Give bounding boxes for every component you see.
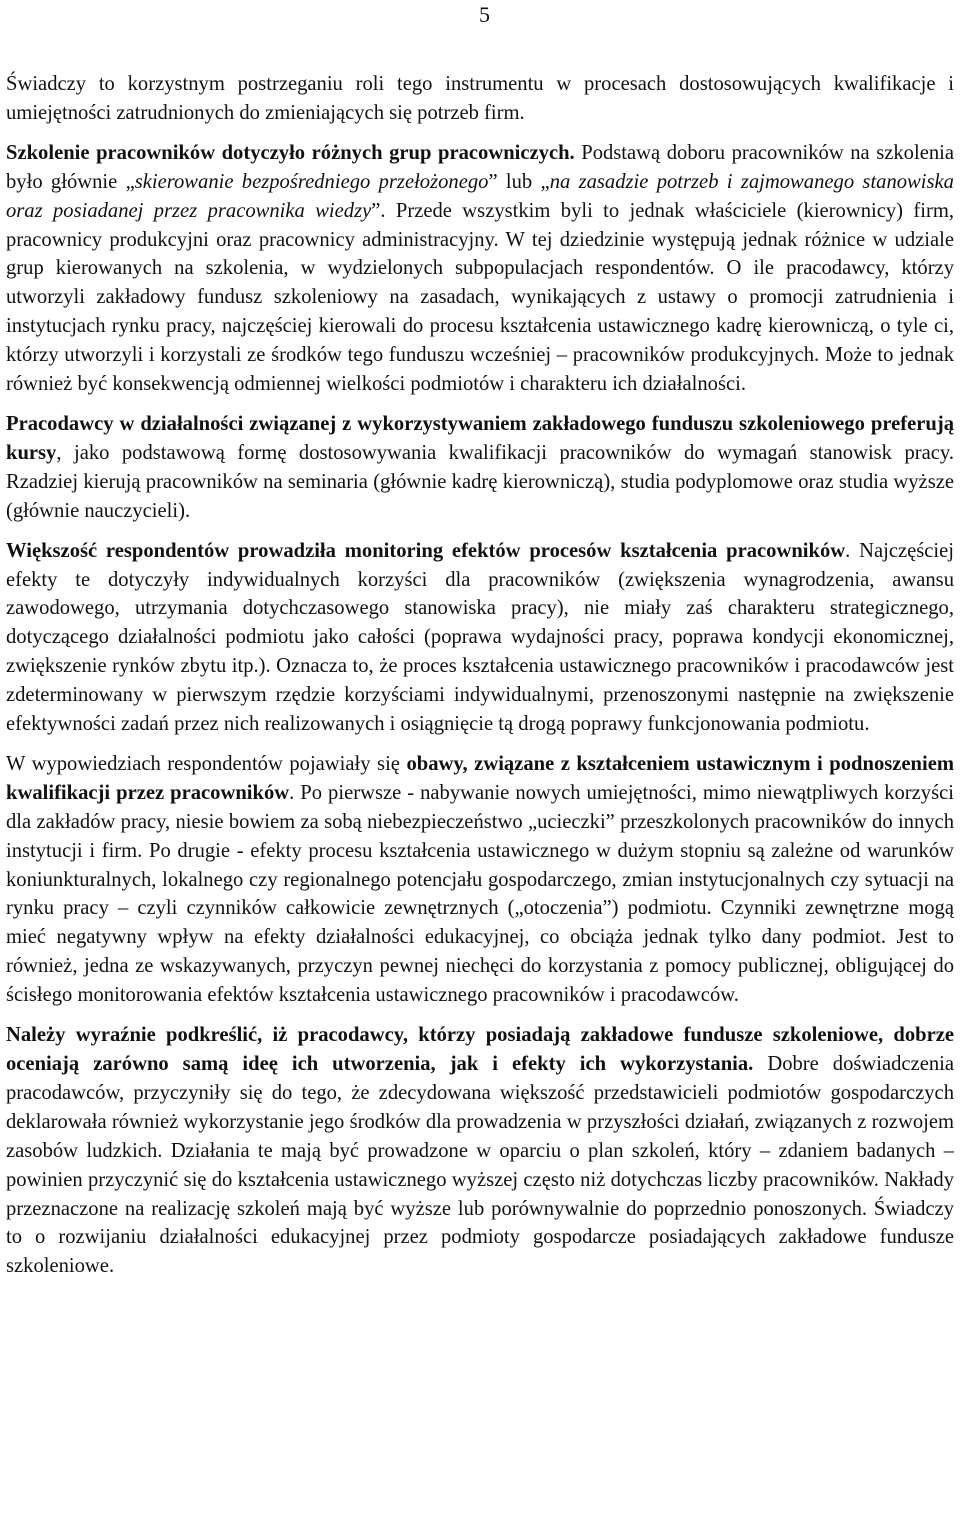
page-number: 5 <box>479 2 490 27</box>
text-run: Większość respondentów prowadziła monitoring efektów procesów kształcenia pracowników <box>6 539 846 562</box>
paragraph-5 <box>6 750 954 1010</box>
text-run: . Najczęściej efekty te dotyczyły indywidualnych korzyści dla pracowników (zwiększenia wynagrodzenia, awansu zawodowego, utrzymania dotychczasowego stanowiska pracy), nie miały zaś charakteru strategicznego, dotyczącego działalności podmiotu jako całości (poprawa wydajności pracy, poprawa kondycji ekonomicznej, zwiększenie rynków zbytu itp.). Oznacza to, że proces kształcenia ustawicznego pracowników i pracodawców jest zdeterminowany w pierwszym rzędzie korzyściami indywidualnymi, przenoszonymi następnie na zwiększenie efektywności zadań przez nich realizowanych i osiągnięcie tą drogą poprawy funkcjonowania podmiotu. <box>6 539 954 736</box>
text-run: na zasadzie potrzeb i zajmowanego stanowiska oraz posiadanej przez pracownika wiedzy <box>6 170 954 222</box>
text-run: skierowanie bezpośredniego przełożonego <box>134 170 489 193</box>
text-run: ” lub „ <box>488 170 550 193</box>
text-run: Szkolenie pracowników dotyczyło różnych grup pracowniczych. <box>6 141 575 164</box>
paragraph-1 <box>6 70 954 128</box>
text-run: ”. Przede wszystkim byli to jednak właściciele (kierownicy) firm, pracownicy produkcyjni oraz pracownicy administracyjny. W tej dziedzinie występują jednak różnice w udziale grup kierowanych na szkolenia, w wydzielonych subpopulacjach respondentów. O ile pracodawcy, którzy utworzyli zakładowy fundusz szkoleniowy na zasadach, wynikających z ustawy o promocji zatrudnienia i instytucjach rynku pracy, najczęściej kierowali do procesu kształcenia ustawicznego kadrę kierowniczą, o tyle ci, którzy utworzyli i korzystali ze środków tego funduszu wcześniej – pracowników produkcyjnych. Może to jednak również być konsekwencją odmiennej wielkości podmiotów i charakteru ich działalności. <box>6 199 954 396</box>
text-run: Świadczy to korzystnym postrzeganiu roli tego instrumentu w procesach dostosowujących kwalifikacje i umiejętności zatrudnionych do zmieniających się potrzeb firm. <box>6 73 954 124</box>
paragraph-2 <box>6 139 954 399</box>
paragraph-6 <box>6 1021 954 1281</box>
text-run: Podstawą doboru pracowników na szkolenia było głównie „ <box>6 141 954 193</box>
document-body <box>6 70 954 1292</box>
paragraph-4 <box>6 537 954 739</box>
text-run: obawy, związane z kształceniem ustawicznym i podnoszeniem kwalifikacji przez pracowników <box>6 752 954 804</box>
text-run: Pracodawcy w działalności związanej z wykorzystywaniem zakładowego funduszu szkoleniowego preferują kursy <box>6 412 954 464</box>
paragraph-3 <box>6 410 954 526</box>
text-run: , jako podstawową formę dostosowywania kwalifikacji pracowników do wymagań stanowisk pracy. Rzadziej kierują pracowników na seminaria (głównie kadrę kierowniczą), studia podyplomowe oraz studia wyższe (głównie nauczycieli). <box>6 441 954 522</box>
text-run: W wypowiedziach respondentów pojawiały się <box>6 752 407 775</box>
text-run: . Po pierwsze - nabywanie nowych umiejętności, mimo niewątpliwych korzyści dla zakładów pracy, niesie bowiem za sobą niebezpieczeństwo „ucieczki” przeszkolonych pracowników do innych instytucji i firm. Po drugie - efekty procesu kształcenia ustawicznego w dużym stopniu są zależne od warunków koniunkturalnych, lokalnego czy regionalnego potencjału gospodarczego, zmian instytucjonalnych czy sytuacji na rynku pracy – czyli czynników całkowicie zewnętrznych („otoczenia”) podmiotu. Czynniki zewnętrzne mogą mieć negatywny wpływ na efekty działalności edukacyjnej, co obciąża jednak tylko dany podmiot. Jest to również, jedna ze wskazywanych, przyczyn pewnej niechęci do korzystania z pomocy publicznej, obligującej do ścisłego monitorowania efektów kształcenia ustawicznego pracowników i pracodawców. <box>6 781 954 1007</box>
text-run: Dobre doświadczenia pracodawców, przyczyniły się do tego, że zdecydowana większość przedstawicieli podmiotów gospodarczych deklarowała również wykorzystanie jego środków dla prowadzenia w przyszłości działań, związanych z rozwojem zasobów ludzkich. Działania te mają być prowadzone w oparciu o plan szkoleń, który – zdaniem badanych – powinien przyczynić się do kształcenia ustawicznego wyższej często niż dotychczas liczby pracowników. Nakłady przeznaczone na realizację szkoleń mają być wyższe lub porównywalnie do poprzednio ponoszonych. Świadczy to o rozwijaniu działalności edukacyjnej przez podmioty gospodarcze posiadających zakładowe fundusze szkoleniowe. <box>6 1053 955 1278</box>
text-run: Należy wyraźnie podkreślić, iż pracodawcy, którzy posiadają zakładowe fundusze szkoleniowe, dobrze oceniają zarówno samą ideę ich utworzenia, jak i efekty ich wykorzystania. <box>6 1024 954 1075</box>
